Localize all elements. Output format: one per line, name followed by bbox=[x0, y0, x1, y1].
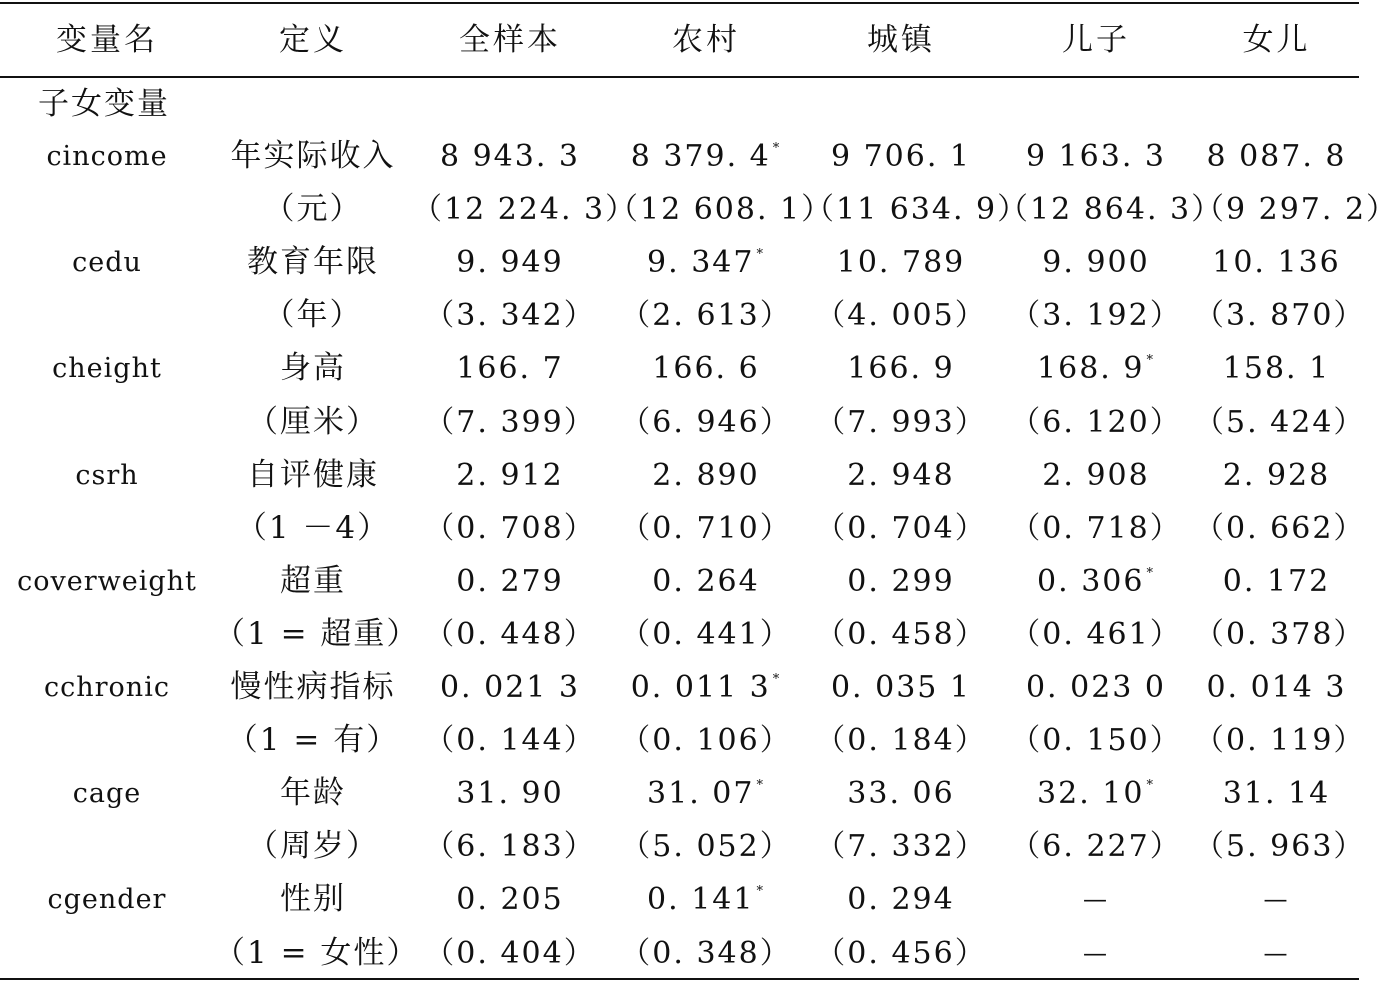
mean-value bbox=[998, 767, 1194, 820]
mean-value bbox=[412, 130, 608, 183]
mean-value-text: 0. 205 bbox=[456, 882, 564, 918]
significance-star: * bbox=[756, 884, 765, 900]
std-dev-value: （0. 448） bbox=[424, 616, 596, 652]
table-row-cheight bbox=[0, 342, 1359, 395]
mean-value-text: 0. 141 bbox=[647, 882, 755, 918]
mean-value bbox=[998, 873, 1194, 926]
mean-value-text: — bbox=[1263, 885, 1290, 914]
variable-name: cedu bbox=[72, 247, 142, 279]
std-dev-value: （0. 184） bbox=[815, 723, 987, 759]
variable-definition: 超重 bbox=[280, 562, 346, 599]
mean-value bbox=[412, 767, 608, 820]
variable-definition: 慢性病指标 bbox=[230, 669, 396, 705]
significance-star: * bbox=[1146, 778, 1155, 794]
mean-value-text: 166. 6 bbox=[652, 351, 760, 387]
table-header-rule bbox=[0, 76, 1359, 78]
std-dev-value: （0. 119） bbox=[1194, 723, 1366, 759]
variable-name: csrh bbox=[75, 459, 139, 491]
mean-value-text: 2. 908 bbox=[1042, 457, 1150, 493]
table-row-coverweight-sd bbox=[0, 608, 1366, 661]
std-dev-value: （0. 708） bbox=[424, 510, 596, 546]
mean-value bbox=[1194, 661, 1359, 714]
table-row-csrh bbox=[0, 449, 1359, 502]
variable-unit: （1 －4） bbox=[235, 509, 391, 546]
variable-name: cchronic bbox=[44, 672, 170, 703]
variable-name: cage bbox=[72, 778, 142, 810]
table-row-cgender bbox=[0, 873, 1359, 926]
mean-value bbox=[804, 873, 998, 926]
mean-value-text: 9. 949 bbox=[456, 245, 564, 281]
significance-star: * bbox=[772, 672, 782, 687]
mean-value-text: 33. 06 bbox=[847, 776, 955, 812]
std-dev-value: （0. 718） bbox=[1010, 510, 1182, 546]
mean-value-text: 9. 900 bbox=[1042, 245, 1150, 281]
mean-value-text: 31. 14 bbox=[1222, 776, 1331, 812]
table-row-cchronic-sd bbox=[0, 714, 1366, 767]
variable-definition: 自评健康 bbox=[247, 456, 379, 493]
mean-value-text: 10. 789 bbox=[836, 245, 966, 281]
header-definition: 定义 bbox=[279, 22, 347, 58]
significance-star: * bbox=[756, 778, 765, 794]
std-dev-value: （0. 441） bbox=[620, 616, 792, 652]
std-dev-value: （0. 458） bbox=[815, 616, 987, 652]
std-dev-value: （12 224. 3） bbox=[412, 192, 638, 228]
std-dev-value: （9 297. 2） bbox=[1194, 192, 1398, 228]
table-row-cheight-sd bbox=[0, 396, 1366, 449]
std-dev-value: （6. 946） bbox=[620, 404, 792, 440]
std-dev-value: （0. 704） bbox=[815, 510, 987, 546]
significance-star: * bbox=[1146, 565, 1155, 581]
mean-value bbox=[998, 661, 1194, 714]
mean-value bbox=[1194, 873, 1359, 926]
mean-value-text: 0. 306 bbox=[1037, 563, 1145, 599]
header-daughter: 女儿 bbox=[1242, 22, 1311, 58]
mean-value-text: 166. 7 bbox=[456, 351, 564, 387]
mean-value-text: 9 163. 3 bbox=[1025, 139, 1167, 174]
variable-unit: （1 = 有） bbox=[226, 722, 400, 759]
mean-value bbox=[804, 342, 998, 395]
table-row-csrh-sd bbox=[0, 502, 1366, 555]
variable-definition: 年实际收入 bbox=[230, 138, 396, 174]
std-dev-value: （12 864. 3） bbox=[998, 192, 1224, 228]
mean-value-text: 0. 023 0 bbox=[1025, 670, 1167, 705]
std-dev-value: （0. 106） bbox=[620, 723, 792, 759]
mean-value bbox=[804, 236, 998, 289]
table-row-cage bbox=[0, 767, 1359, 820]
mean-value-text: 166. 9 bbox=[847, 351, 955, 387]
header-full-sample: 全样本 bbox=[459, 22, 561, 58]
mean-value bbox=[998, 342, 1194, 395]
mean-value bbox=[998, 130, 1194, 183]
mean-value-text: 9. 347 bbox=[647, 245, 755, 281]
std-dev-value: （0. 461） bbox=[1010, 616, 1182, 652]
variable-name: cheight bbox=[52, 353, 162, 385]
mean-value bbox=[608, 449, 804, 502]
mean-value-text: 0. 294 bbox=[847, 882, 955, 918]
std-dev-value: （2. 613） bbox=[620, 298, 792, 334]
table-row-cage-sd bbox=[0, 820, 1366, 873]
mean-value bbox=[1194, 342, 1359, 395]
table-row-cedu bbox=[0, 236, 1359, 289]
mean-value-text: 31. 90 bbox=[456, 776, 564, 812]
mean-value-text: 0. 264 bbox=[652, 563, 760, 599]
table-row-cincome-sd bbox=[0, 183, 1398, 236]
table-row-cedu-sd bbox=[0, 289, 1366, 342]
variable-unit: （年） bbox=[263, 297, 363, 334]
mean-value bbox=[804, 661, 998, 714]
std-dev-value: （5. 424） bbox=[1194, 404, 1366, 440]
variable-definition: 教育年限 bbox=[247, 244, 379, 281]
std-dev-value: （5. 963） bbox=[1194, 829, 1366, 865]
mean-value-text: 0. 279 bbox=[456, 563, 564, 599]
std-dev-value: （3. 870） bbox=[1194, 298, 1366, 334]
mean-value-text: — bbox=[1083, 885, 1109, 914]
mean-value-text: 9 706. 1 bbox=[830, 139, 972, 174]
mean-value bbox=[1194, 555, 1359, 608]
header-rural: 农村 bbox=[672, 22, 740, 58]
mean-value-text: 0. 014 3 bbox=[1206, 670, 1347, 705]
std-dev-value: （3. 342） bbox=[424, 298, 596, 334]
mean-value-text: 0. 299 bbox=[847, 563, 955, 599]
std-dev-value: （0. 348） bbox=[620, 935, 792, 971]
mean-value-text: 8 943. 3 bbox=[439, 139, 581, 174]
mean-value bbox=[804, 767, 998, 820]
mean-value bbox=[608, 342, 804, 395]
variable-unit: （元） bbox=[263, 191, 363, 228]
variable-name: cgender bbox=[47, 884, 167, 916]
mean-value bbox=[608, 130, 804, 183]
std-dev-value: （6. 183） bbox=[424, 829, 596, 865]
std-dev-value: — bbox=[1263, 938, 1290, 967]
std-dev-value: （0. 144） bbox=[424, 723, 596, 759]
mean-value bbox=[412, 555, 608, 608]
mean-value bbox=[1194, 449, 1359, 502]
std-dev-value: （0. 456） bbox=[815, 935, 987, 971]
significance-star: * bbox=[772, 141, 782, 156]
mean-value bbox=[412, 449, 608, 502]
table-bottom-rule bbox=[0, 978, 1359, 980]
mean-value bbox=[998, 236, 1194, 289]
std-dev-value: （4. 005） bbox=[815, 298, 987, 334]
variable-definition: 身高 bbox=[280, 350, 346, 387]
mean-value-text: 32. 10 bbox=[1037, 776, 1145, 812]
mean-value bbox=[412, 661, 608, 714]
header-urban: 城镇 bbox=[867, 22, 935, 58]
mean-value bbox=[1194, 130, 1359, 183]
std-dev-value: （11 634. 9） bbox=[804, 192, 1030, 228]
mean-value-text: 0. 035 1 bbox=[830, 670, 972, 705]
std-dev-value: （0. 150） bbox=[1010, 723, 1182, 759]
mean-value-text: 2. 948 bbox=[847, 457, 955, 493]
table-header-row bbox=[0, 4, 1359, 76]
mean-value bbox=[804, 449, 998, 502]
mean-value-text: 31. 07 bbox=[647, 776, 755, 812]
std-dev-value: （0. 662） bbox=[1194, 510, 1366, 546]
mean-value bbox=[804, 555, 998, 608]
variable-definition: 年龄 bbox=[280, 775, 346, 812]
mean-value bbox=[608, 661, 804, 714]
mean-value-text: 2. 912 bbox=[456, 457, 564, 493]
mean-value bbox=[412, 342, 608, 395]
table-row-cgender-sd bbox=[0, 927, 1359, 980]
std-dev-value: （0. 378） bbox=[1194, 616, 1366, 652]
header-variable-name: 变量名 bbox=[56, 22, 158, 58]
mean-value bbox=[804, 130, 998, 183]
mean-value bbox=[998, 555, 1194, 608]
variable-name: coverweight bbox=[17, 565, 197, 597]
mean-value-text: 2. 890 bbox=[652, 457, 760, 493]
std-dev-value: （7. 399） bbox=[424, 404, 596, 440]
mean-value-text: 0. 021 3 bbox=[439, 670, 581, 705]
significance-star: * bbox=[756, 247, 765, 263]
mean-value-text: 2. 928 bbox=[1222, 457, 1331, 493]
mean-value bbox=[998, 449, 1194, 502]
std-dev-value: （7. 993） bbox=[815, 404, 987, 440]
mean-value bbox=[608, 873, 804, 926]
mean-value bbox=[1194, 236, 1359, 289]
std-dev-value: （7. 332） bbox=[815, 829, 987, 865]
variable-definition: 性别 bbox=[280, 881, 346, 918]
mean-value-text: 8 087. 8 bbox=[1206, 139, 1347, 174]
std-dev-value: （3. 192） bbox=[1010, 298, 1182, 334]
table-row-cchronic bbox=[0, 661, 1359, 714]
std-dev-value: （6. 227） bbox=[1010, 829, 1182, 865]
std-dev-value: （0. 404） bbox=[424, 935, 596, 971]
std-dev-value: （0. 710） bbox=[620, 510, 792, 546]
std-dev-value: （5. 052） bbox=[620, 829, 792, 865]
mean-value bbox=[608, 555, 804, 608]
variable-unit: （厘米） bbox=[247, 403, 379, 440]
mean-value-text: 158. 1 bbox=[1222, 351, 1331, 387]
std-dev-value: （12 608. 1） bbox=[608, 192, 834, 228]
table-row-coverweight bbox=[0, 555, 1359, 608]
mean-value-text: 8 379. 4 bbox=[630, 139, 771, 174]
std-dev-value: （6. 120） bbox=[1010, 404, 1182, 440]
table-row-cincome bbox=[0, 130, 1359, 183]
variable-unit: （1 = 超重） bbox=[214, 615, 420, 652]
mean-value-text: 0. 011 3 bbox=[630, 670, 771, 705]
mean-value-text: 0. 172 bbox=[1222, 563, 1331, 599]
variable-unit: （1 = 女性） bbox=[214, 934, 420, 971]
section-label: 子女变量 bbox=[38, 86, 170, 122]
significance-star: * bbox=[1146, 353, 1155, 369]
mean-value-text: 10. 136 bbox=[1212, 245, 1341, 281]
mean-value-text: 168. 9 bbox=[1037, 351, 1145, 387]
mean-value bbox=[412, 236, 608, 289]
variable-unit: （周岁） bbox=[247, 828, 379, 865]
variable-name: cincome bbox=[46, 141, 168, 172]
mean-value bbox=[412, 873, 608, 926]
std-dev-value: — bbox=[1083, 938, 1109, 967]
mean-value bbox=[1194, 767, 1359, 820]
mean-value bbox=[608, 236, 804, 289]
mean-value bbox=[608, 767, 804, 820]
header-son: 儿子 bbox=[1062, 22, 1130, 58]
